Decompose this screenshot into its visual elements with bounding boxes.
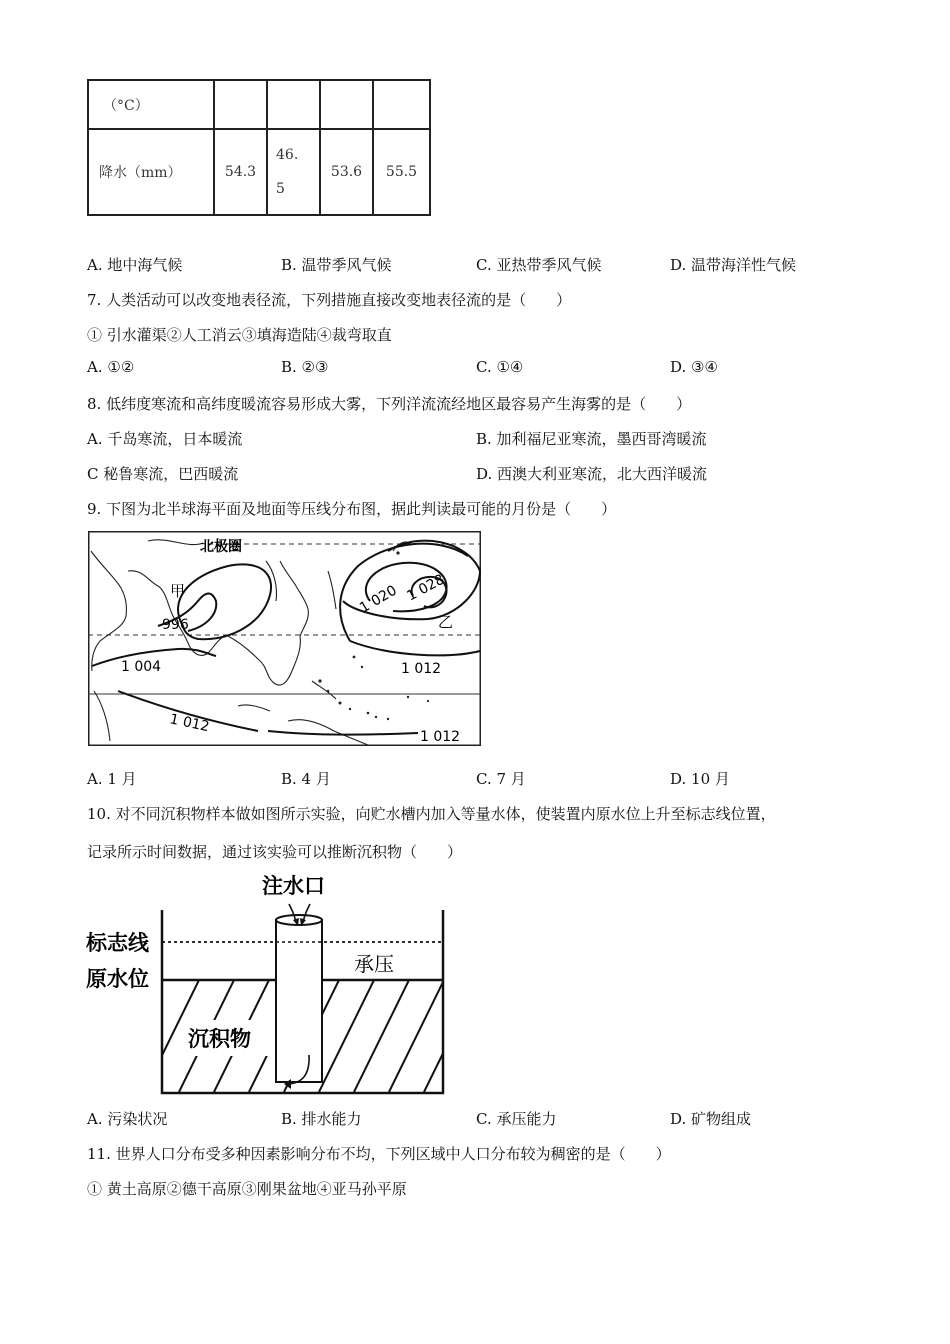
- precip-value-part: 5: [276, 181, 285, 197]
- q7-option-c[interactable]: C. ①④: [476, 358, 524, 376]
- isobar-1004-label: 1 004: [121, 659, 162, 675]
- arctic-circle-label: 北极圈: [200, 539, 242, 555]
- q6-option-c[interactable]: C. 亚热带季风气候: [476, 256, 602, 274]
- q7-option-b[interactable]: B. ②③: [281, 358, 329, 376]
- q8-option-d[interactable]: D. 西澳大利亚寒流，北大西洋暖流: [476, 465, 708, 483]
- q6-option-a[interactable]: A. 地中海气候: [87, 256, 183, 274]
- q7-items: ① 引水灌渠②人工消云③填海造陆④裁弯取直: [87, 326, 392, 344]
- temp-cell: [320, 80, 373, 129]
- precip-cell: 54.3: [214, 129, 267, 215]
- mark-line-label: 标志线: [86, 931, 149, 955]
- temp-row-label: （°C）: [88, 80, 214, 129]
- precip-value-part: 46.: [276, 147, 299, 163]
- q7-stem: 7. 人类活动可以改变地表径流，下列措施直接改变地表径流的是（ ）: [87, 291, 572, 309]
- q6-option-b[interactable]: B. 温带季风气候: [281, 256, 392, 274]
- q10-option-b[interactable]: B. 排水能力: [281, 1110, 362, 1128]
- sediment-label: 沉积物: [188, 1027, 251, 1051]
- pressure-label: 承压: [354, 952, 394, 976]
- isobar-996-label: 996: [162, 617, 189, 633]
- q8-stem: 8. 低纬度寒流和高纬度暖流容易形成大雾，下列洋流流经地区最容易产生海雾的是（ ）: [87, 395, 692, 413]
- isobar-map: [88, 531, 481, 746]
- q8-option-c[interactable]: C 秘鲁寒流，巴西暖流: [87, 465, 239, 483]
- q9-option-c[interactable]: C. 7 月: [476, 770, 526, 788]
- label-jia: 甲: [170, 582, 186, 600]
- isobar-1020-label: 1 020: [357, 582, 400, 617]
- q9-option-d[interactable]: D. 10 月: [670, 770, 730, 788]
- label-yi: 乙: [438, 613, 454, 631]
- precip-cell: 55.5: [373, 129, 430, 215]
- q9-option-a[interactable]: A. 1 月: [87, 770, 137, 788]
- q10-stem-line2: 记录所示时间数据，通过该实验可以推断沉积物（ ）: [87, 843, 463, 861]
- temp-cell: [214, 80, 267, 129]
- inlet-label: 注水口: [262, 874, 325, 898]
- q10-stem-line1: 10. 对不同沉积物样本做如图所示实验，向贮水槽内加入等量水体，使装置内原水位上升至标志线位置，: [87, 805, 776, 823]
- precip-row-label: 降水（mm）: [88, 129, 214, 215]
- temp-cell: [267, 80, 320, 129]
- q10-option-d[interactable]: D. 矿物组成: [670, 1110, 752, 1128]
- q11-items: ① 黄土高原②德干高原③刚果盆地④亚马孙平原: [87, 1180, 407, 1198]
- q9-stem: 9. 下图为北半球海平面及地面等压线分布图，据此判读最可能的月份是（ ）: [87, 500, 617, 518]
- isobar-1012-label: 1 012: [401, 661, 442, 677]
- pipe-top: [276, 915, 322, 925]
- experiment-diagram: [84, 870, 448, 1098]
- climate-table: [87, 79, 431, 216]
- precip-cell: 53.6: [320, 129, 373, 215]
- q8-option-a[interactable]: A. 千岛寒流，日本暖流: [87, 430, 243, 448]
- q10-option-c[interactable]: C. 承压能力: [476, 1110, 557, 1128]
- original-level-label: 原水位: [86, 967, 149, 991]
- q9-option-b[interactable]: B. 4 月: [281, 770, 331, 788]
- inlet-pipe: [276, 920, 322, 1082]
- q6-option-d[interactable]: D. 温带海洋性气候: [670, 256, 797, 274]
- isobar-1012-label: 1 012: [420, 729, 461, 745]
- q11-stem: 11. 世界人口分布受多种因素影响分布不均，下列区域中人口分布较为稠密的是（ ）: [87, 1145, 671, 1163]
- isobar-1028-label: 1 028: [404, 571, 448, 605]
- q7-option-d[interactable]: D. ③④: [670, 358, 718, 376]
- q10-option-a[interactable]: A. 污染状况: [87, 1110, 168, 1128]
- q8-option-b[interactable]: B. 加利福尼亚寒流，墨西哥湾暖流: [476, 430, 707, 448]
- q7-option-a[interactable]: A. ①②: [87, 358, 135, 376]
- precip-cell: [267, 129, 320, 215]
- isobar-1012-label: 1 012: [168, 711, 211, 736]
- temp-cell: [373, 80, 430, 129]
